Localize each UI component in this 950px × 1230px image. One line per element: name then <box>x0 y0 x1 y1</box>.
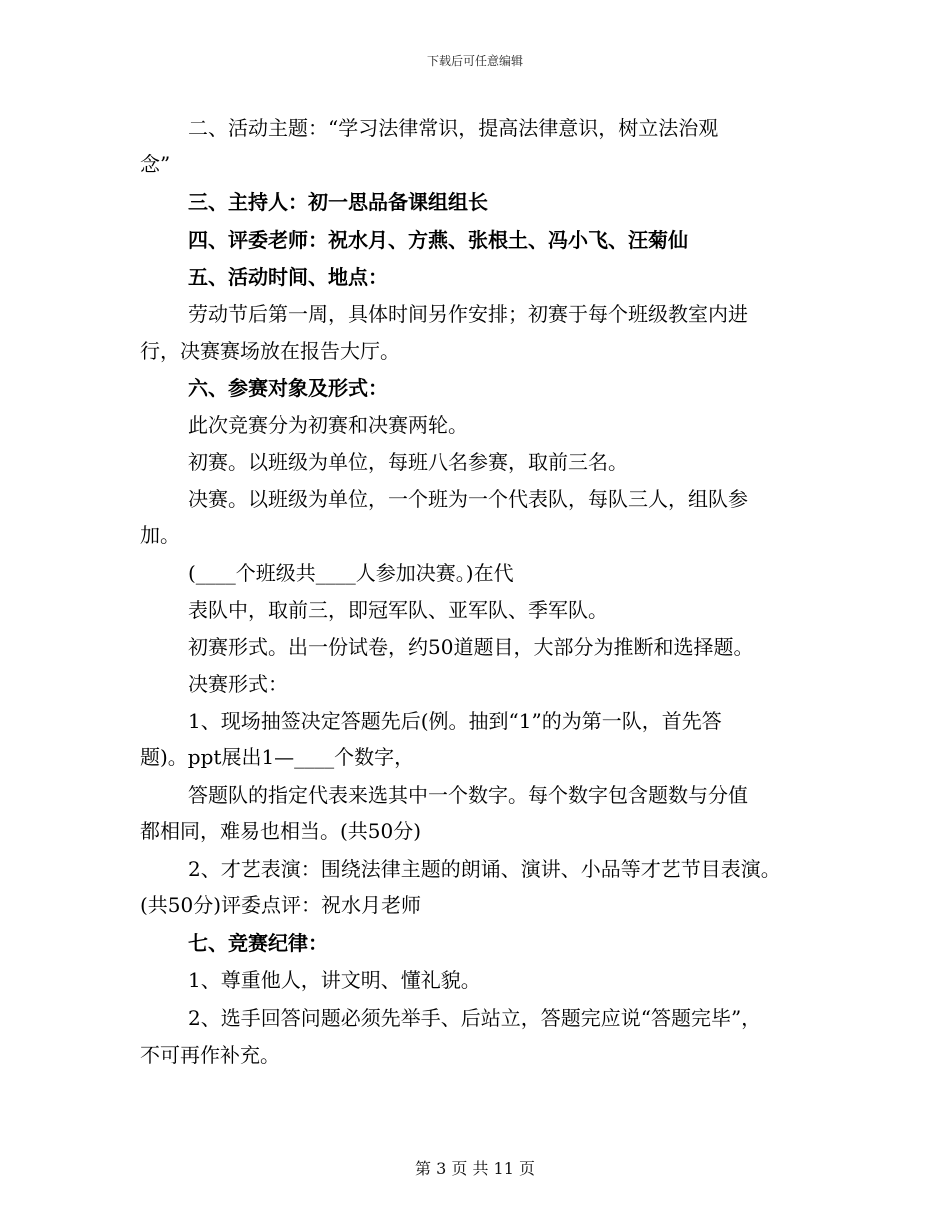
time-place-line-2: 行，决赛赛场放在报告大厅。 <box>140 339 400 363</box>
page-header: 下载后可任意编辑 <box>426 54 523 68</box>
host-heading: 三、主持人：初一思品备课组组长 <box>188 190 488 214</box>
final-rule-2-line-1: 2、才艺表演：围绕法律主题的朗诵、演讲、小品等才艺节目表演。 <box>188 857 781 881</box>
final-rule-1-line-3: 答题队的指定代表来选其中一个数字。每个数字包含题数与分值 <box>188 783 748 807</box>
prelim-line: 初赛。以班级为单位，每班八名参赛，取前三名。 <box>188 450 628 474</box>
final-rule-2-line-2: (共50分)评委点评：祝水月老师 <box>140 893 422 917</box>
discipline-rule-2-line-2: 不可再作补充。 <box>140 1043 280 1067</box>
final-rule-1-line-4: 都相同，难易也相当。(共50分) <box>140 819 422 843</box>
discipline-rule-1: 1、尊重他人，讲文明、懂礼貌。 <box>188 968 481 992</box>
final-rank-line: 表队中，取前三，即冠军队、亚军队、季军队。 <box>188 598 608 622</box>
judges-heading: 四、评委老师：祝水月、方燕、张根土、冯小飞、汪菊仙 <box>188 228 688 252</box>
page-footer: 第 3 页 共 11 页 <box>415 1159 535 1178</box>
final-line-1: 决赛。以班级为单位，一个班为一个代表队，每队三人，组队参 <box>188 487 748 511</box>
final-rule-1-line-2: 题)。ppt展出1—____个数字， <box>140 745 415 769</box>
prelim-format-line: 初赛形式。出一份试卷，约50道题目，大部分为推断和选择题。 <box>188 635 754 659</box>
final-format-label: 决赛形式： <box>188 672 288 696</box>
time-place-line-1: 劳动节后第一周，具体时间另作安排；初赛于每个班级教室内进 <box>188 302 748 326</box>
rounds-line: 此次竞赛分为初赛和决赛两轮。 <box>188 413 468 437</box>
discipline-rule-2-line-1: 2、选手回答问题必须先举手、后站立，答题完应说“答题完毕”， <box>188 1006 762 1030</box>
final-line-2: 加。 <box>140 523 180 547</box>
time-place-heading: 五、活动时间、地点： <box>188 265 388 289</box>
final-count-line: (____个班级共____人参加决赛。)在代 <box>188 561 514 585</box>
participants-heading: 六、参赛对象及形式： <box>188 376 388 400</box>
theme-line-1: 二、活动主题：“学习法律常识，提高法律意识，树立法治观 <box>188 116 719 140</box>
final-rule-1-line-1: 1、现场抽签决定答题先后(例。抽到“1”的为第一队，首先答 <box>188 709 722 733</box>
theme-line-2: 念” <box>140 152 171 176</box>
discipline-heading: 七、竞赛纪律： <box>188 931 328 955</box>
